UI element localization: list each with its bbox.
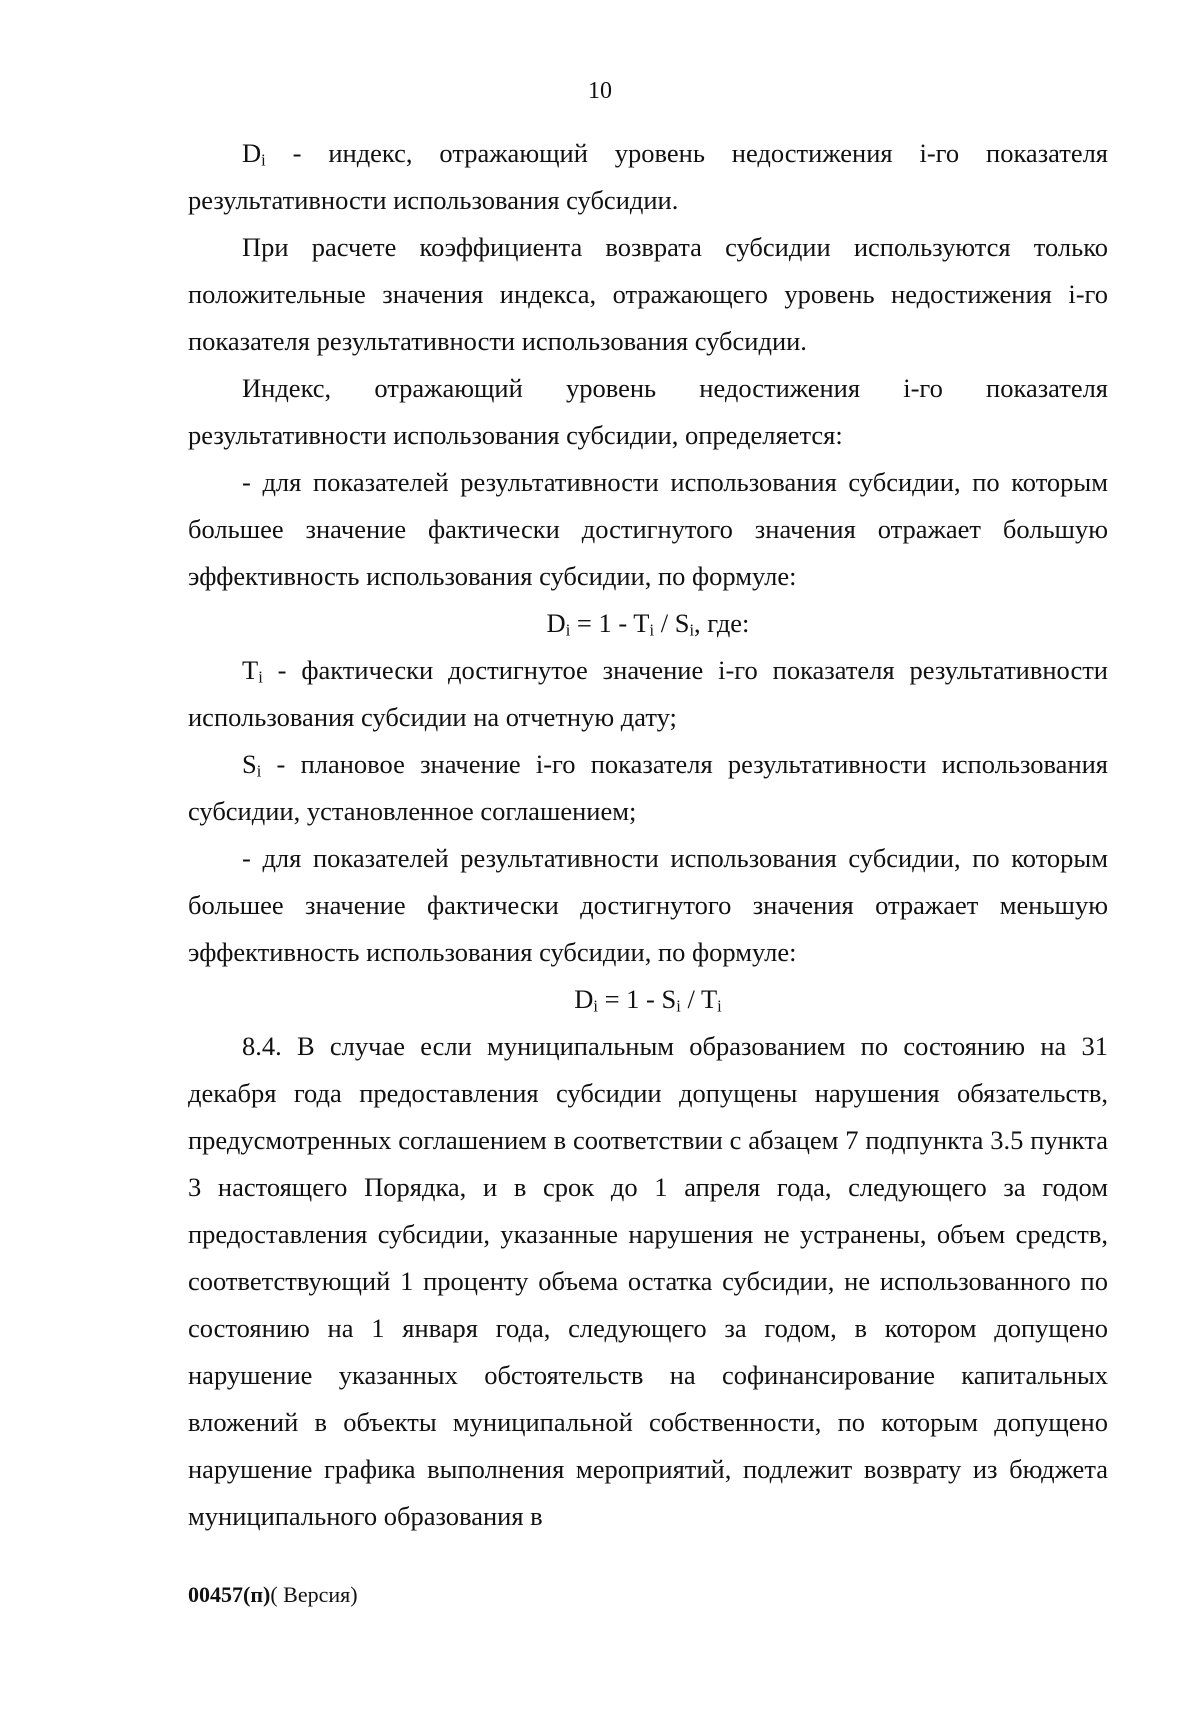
formula-subscript: i (676, 996, 681, 1016)
formula-term: D (546, 608, 566, 638)
document-version: ( Версия) (270, 1582, 358, 1607)
formula-term: / S (654, 608, 690, 638)
paragraph-di-definition (188, 130, 1108, 224)
symbol-s: S (242, 749, 257, 779)
formula-term: = 1 - S (597, 984, 677, 1014)
paragraph-case-greater-worse: - для показателей результативности использования субсидии, по которым большее значение фактически достигнутого значения отражает меньшую эффективность использования субсидии, по формуле: (188, 843, 1108, 967)
formula-term: D (574, 984, 594, 1014)
paragraph-text: - плановое значение i-го показателя результативности использования субсидии, установленное соглашением; (188, 749, 1108, 826)
symbol-t: T (242, 655, 259, 685)
formula-subscript: i (649, 620, 655, 640)
formula-subscript: i (689, 620, 695, 640)
document-footer (188, 1582, 358, 1608)
subscript-i: i (261, 150, 266, 170)
page-number: 10 (588, 78, 612, 104)
paragraph-si-definition (188, 741, 1108, 835)
formula-subscript: i (565, 620, 571, 640)
formula-1 (188, 600, 1108, 647)
paragraph-section-8-4: 8.4. В случае если муниципальным образованием по состоянию на 31 декабря года предоставления субсидии допущены нарушения обязательств, предусмотренных соглашением в соответствии с абзацем 7 подпункта 3.5 пункта 3 настоящего Порядка, и в срок до 1 апреля года, следующего за годом предоставления субсидии, указанные нарушения не устранены, объем средств, соответствующий 1 проценту объема остатка субсидии, не использованного по состоянию на 1 января года, следующего за годом, в котором допущено нарушение указанных обстоятельств на софинансирование капитальных вложений в объекты муниципальной собственности, по которым допущено нарушение графика выполнения мероприятий, подлежит возврату из бюджета муниципального образования в (188, 1031, 1108, 1531)
paragraph-text: - фактически достигнутое значение i-го показателя результативности использования субсидии на отчетную дату; (188, 655, 1108, 732)
formula-term: , где: (694, 608, 750, 638)
formula-term: / T (680, 984, 718, 1014)
paragraph-ti-definition (188, 647, 1108, 741)
paragraph-text: - индекс, отражающий уровень недостижения i-го показателя результативности использования субсидии. (188, 138, 1108, 215)
formula-2 (188, 976, 1108, 1023)
document-body (188, 130, 1108, 1540)
subscript-i: i (258, 667, 263, 687)
formula-subscript: i (717, 996, 722, 1016)
subscript-i: i (256, 761, 262, 781)
formula-subscript: i (593, 996, 598, 1016)
formula-term: = 1 - T (570, 608, 650, 638)
document-code: 00457(п) (188, 1582, 271, 1607)
symbol-d: D (242, 138, 262, 168)
paragraph-index-definition: Индекс, отражающий уровень недостижения i-го показателя результативности использования субсидии, определяется: (188, 373, 1108, 450)
paragraph-positive-values: При расчете коэффициента возврата субсидии используются только положительные значения индекса, отражающего уровень недостижения i-го показателя результативности использования субсидии. (188, 232, 1108, 356)
paragraph-case-greater-better: - для показателей результативности использования субсидии, по которым большее значение фактически достигнутого значения отражает большую эффективность использования субсидии, по формуле: (188, 467, 1108, 591)
